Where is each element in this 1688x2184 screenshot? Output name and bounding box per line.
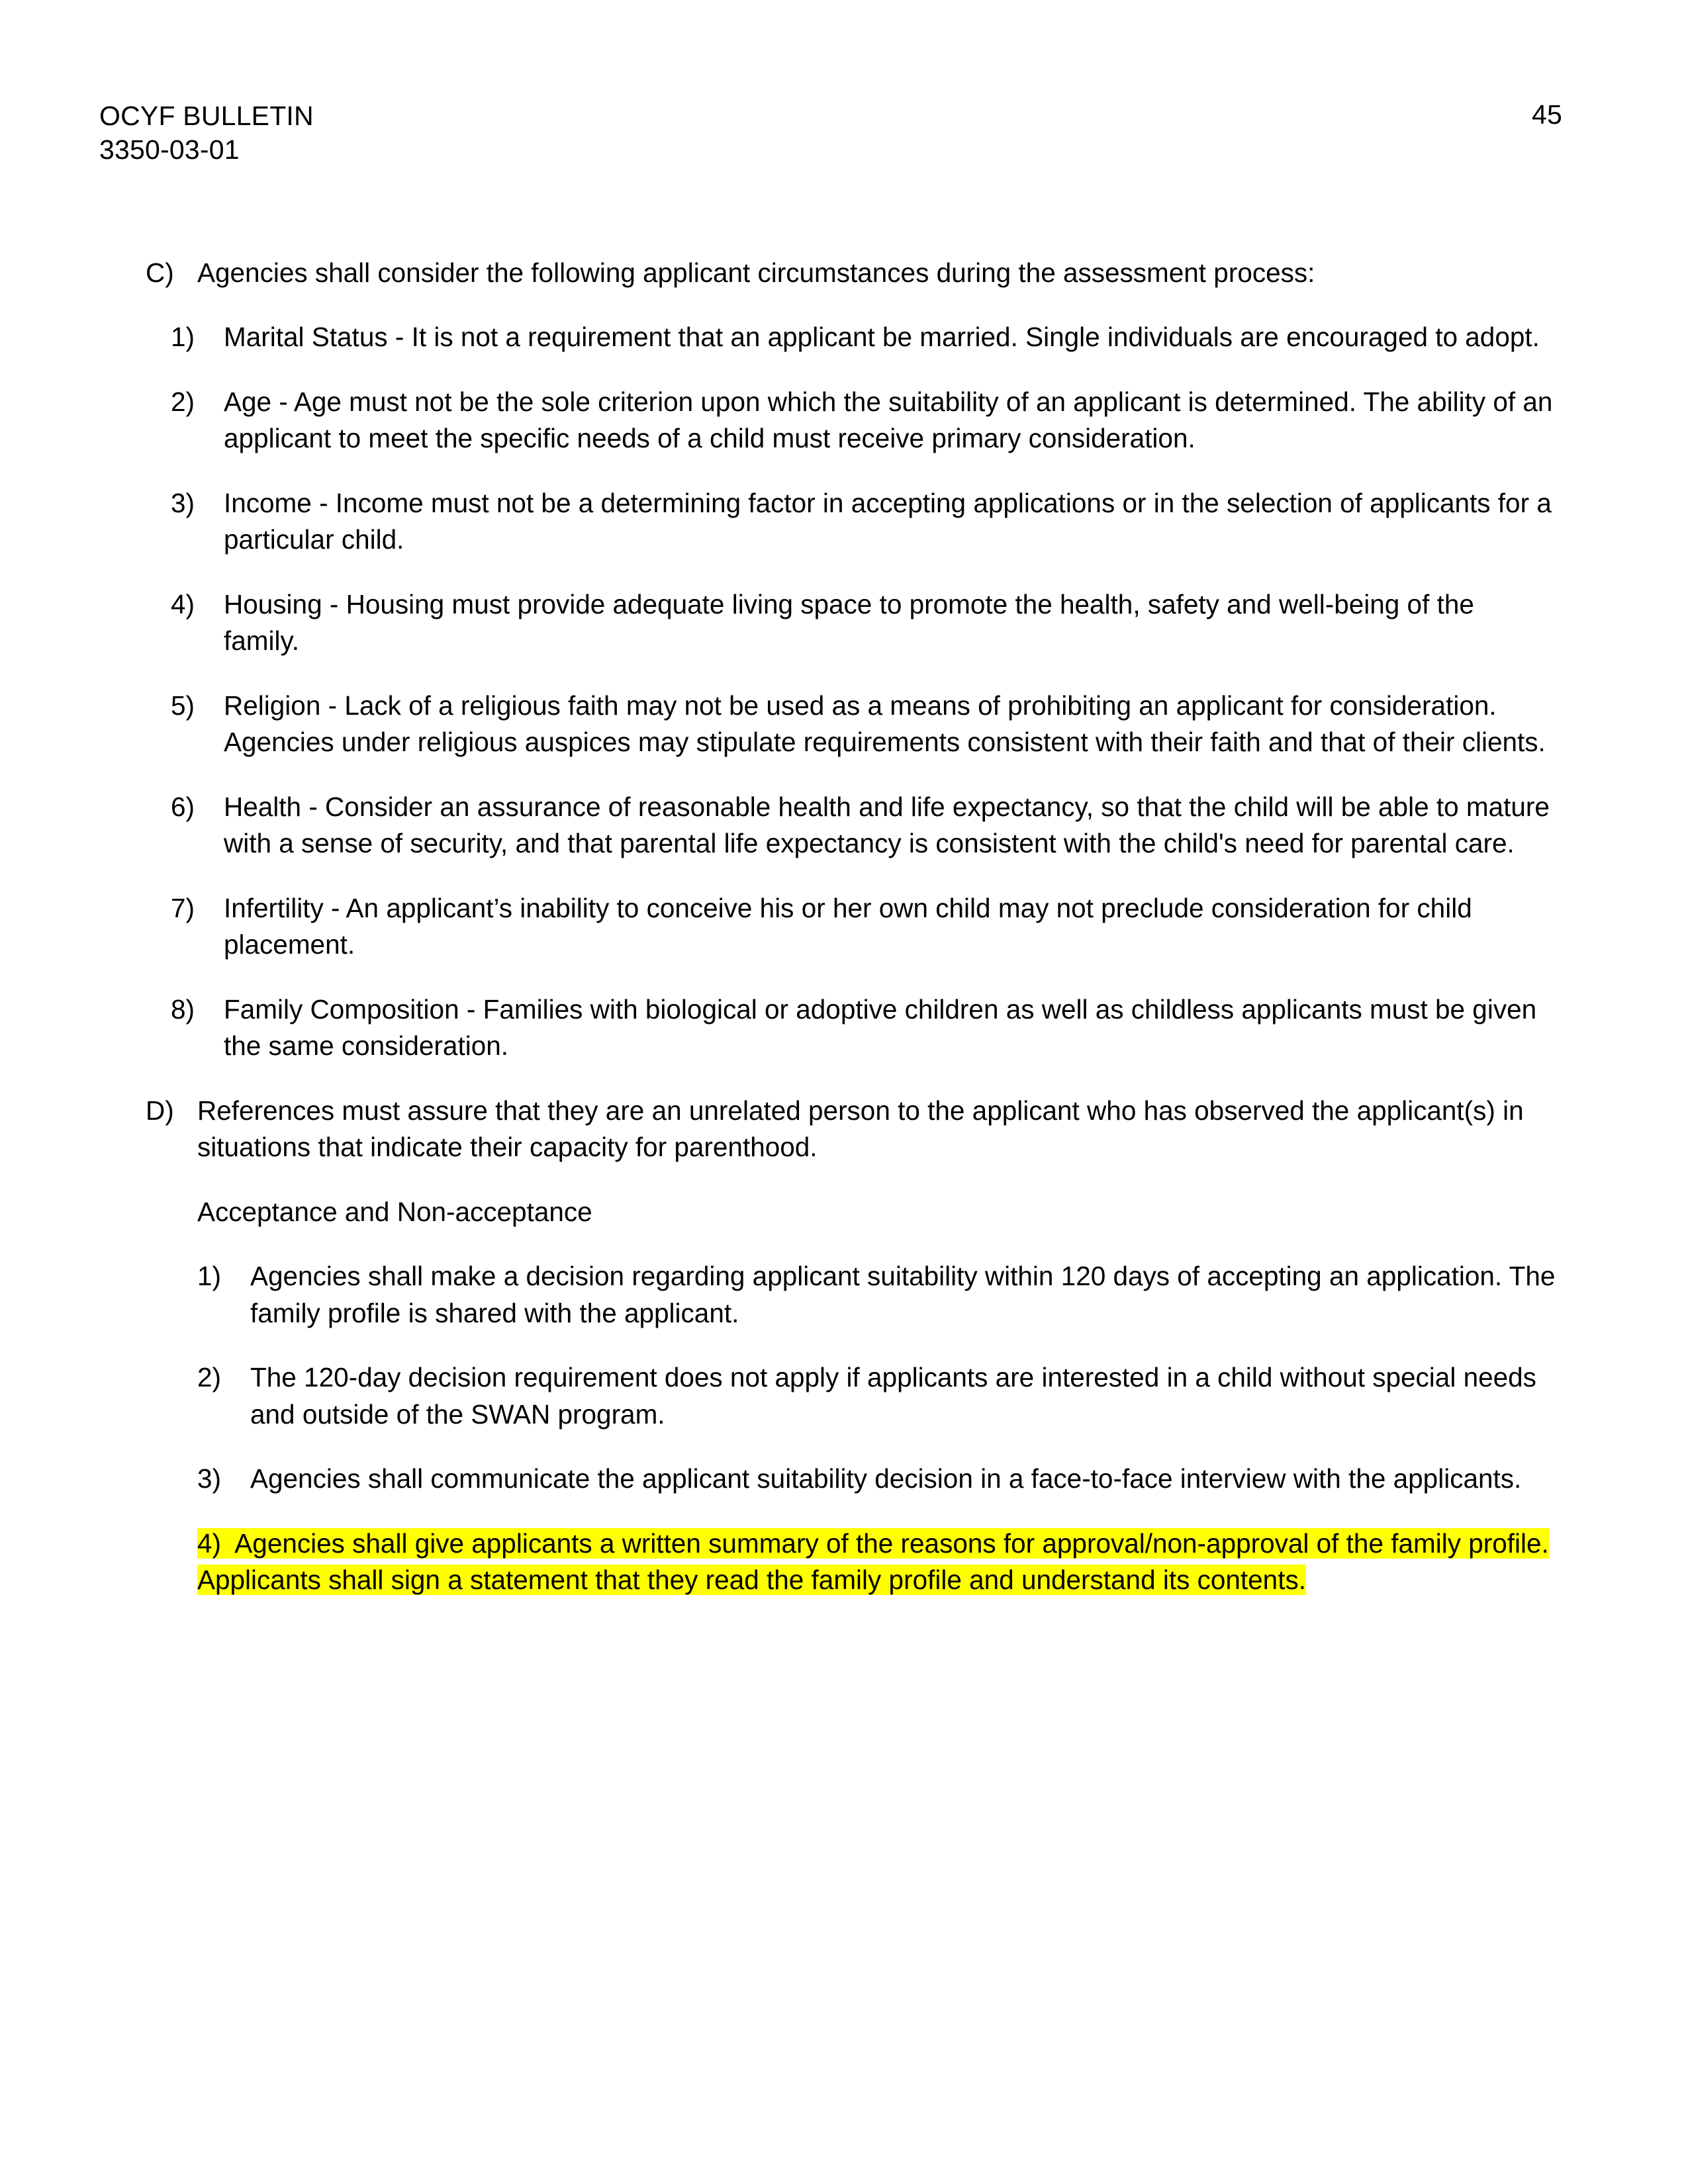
list-item (197, 1461, 1556, 1497)
list-item-marker: 6) (171, 791, 195, 822)
list-item (99, 586, 1562, 660)
list-item-marker: 1) (197, 1261, 222, 1292)
list-item-marker: 3) (171, 487, 195, 518)
acceptance-block (99, 1194, 1562, 1599)
section-c-text: Agencies shall consider the following applicant circumstances during the assessment process: (197, 257, 1315, 288)
section-d-marker: D) (146, 1095, 174, 1126)
list-item-text: Income - Income must not be a determining factor in accepting applications or in the selection of applicants for a particular child. (224, 487, 1552, 555)
list-item-text: Agencies shall give applicants a written summary of the reasons for approval/non-approval of the family profile. Applicants shall sign a statement that they read the family profile and understand its contents. (197, 1527, 1549, 1596)
document-number: 3350-03-01 (99, 134, 240, 165)
page-header (99, 99, 1562, 185)
list-item (99, 991, 1562, 1065)
document-title-line1: OCYF BULLETIN (99, 101, 314, 131)
list-item-text: The 120-day decision requirement does not apply if applicants are interested in a child without special needs and outside of the SWAN program. (250, 1362, 1536, 1430)
list-item-text: Age - Age must not be the sole criterion upon which the suitability of an applicant is determined. The ability of an applicant to meet the specific needs of a child must receive primary consideration. (224, 386, 1553, 454)
list-item-text: Health - Consider an assurance of reasonable health and life expectancy, so that the child will be able to mature with a sense of security, and that parental life expectancy is consistent with the child's need for parental care. (224, 791, 1550, 859)
acceptance-heading: Acceptance and Non-acceptance (197, 1196, 592, 1227)
section-d (99, 1093, 1562, 1166)
list-item-text: Marital Status - It is not a requirement that an applicant be married. Single individuals are encouraged to adopt. (224, 322, 1540, 353)
section-c-marker: C) (146, 257, 174, 288)
list-item-marker: 1) (171, 322, 195, 353)
section-c-items (99, 319, 1562, 1064)
list-item-text: Agencies shall make a decision regarding applicant suitability within 120 days of accepting an application. The family profile is shared with the applicant. (250, 1261, 1556, 1328)
section-c (99, 255, 1562, 291)
section-d-text: References must assure that they are an unrelated person to the applicant who has observed the applicant(s) in situations that indicate their capacity for parenthood. (197, 1095, 1524, 1163)
list-item (99, 319, 1562, 355)
list-item-highlighted (197, 1525, 1556, 1599)
list-item (99, 688, 1562, 761)
list-item-text: Family Composition - Families with biological or adoptive children as well as childless applicants must be given the same consideration. (224, 993, 1537, 1062)
list-item-marker: 5) (171, 690, 195, 721)
document-title (99, 99, 314, 167)
list-item (197, 1359, 1556, 1433)
list-item (197, 1258, 1556, 1332)
list-item (99, 485, 1562, 559)
list-item-text: Religion - Lack of a religious faith may not be used as a means of prohibiting an applicant for consideration. Agencies under religious auspices may stipulate requirements consistent with their faith and that of their clients. (224, 690, 1546, 758)
page-number: 45 (1531, 99, 1562, 130)
list-item-marker: 2) (197, 1362, 222, 1393)
list-item-marker: 7) (171, 892, 195, 923)
list-item-text: Infertility - An applicant’s inability to conceive his or her own child may not preclude consideration for child placement. (224, 892, 1472, 960)
list-item-text: Housing - Housing must provide adequate living space to promote the health, safety and well-being of the family. (224, 588, 1474, 657)
list-item (99, 890, 1562, 964)
list-item-marker: 3) (197, 1463, 222, 1494)
list-item-marker: 8) (171, 993, 195, 1024)
list-item-text: Agencies shall communicate the applicant suitability decision in a face-to-face interview with the applicants. (250, 1463, 1522, 1494)
document-body (99, 255, 1562, 1599)
list-item-marker: 2) (171, 386, 195, 417)
list-item (99, 789, 1562, 862)
list-item-marker: 4) (171, 588, 195, 619)
list-item-marker: 4) (197, 1527, 222, 1559)
list-item (99, 384, 1562, 457)
